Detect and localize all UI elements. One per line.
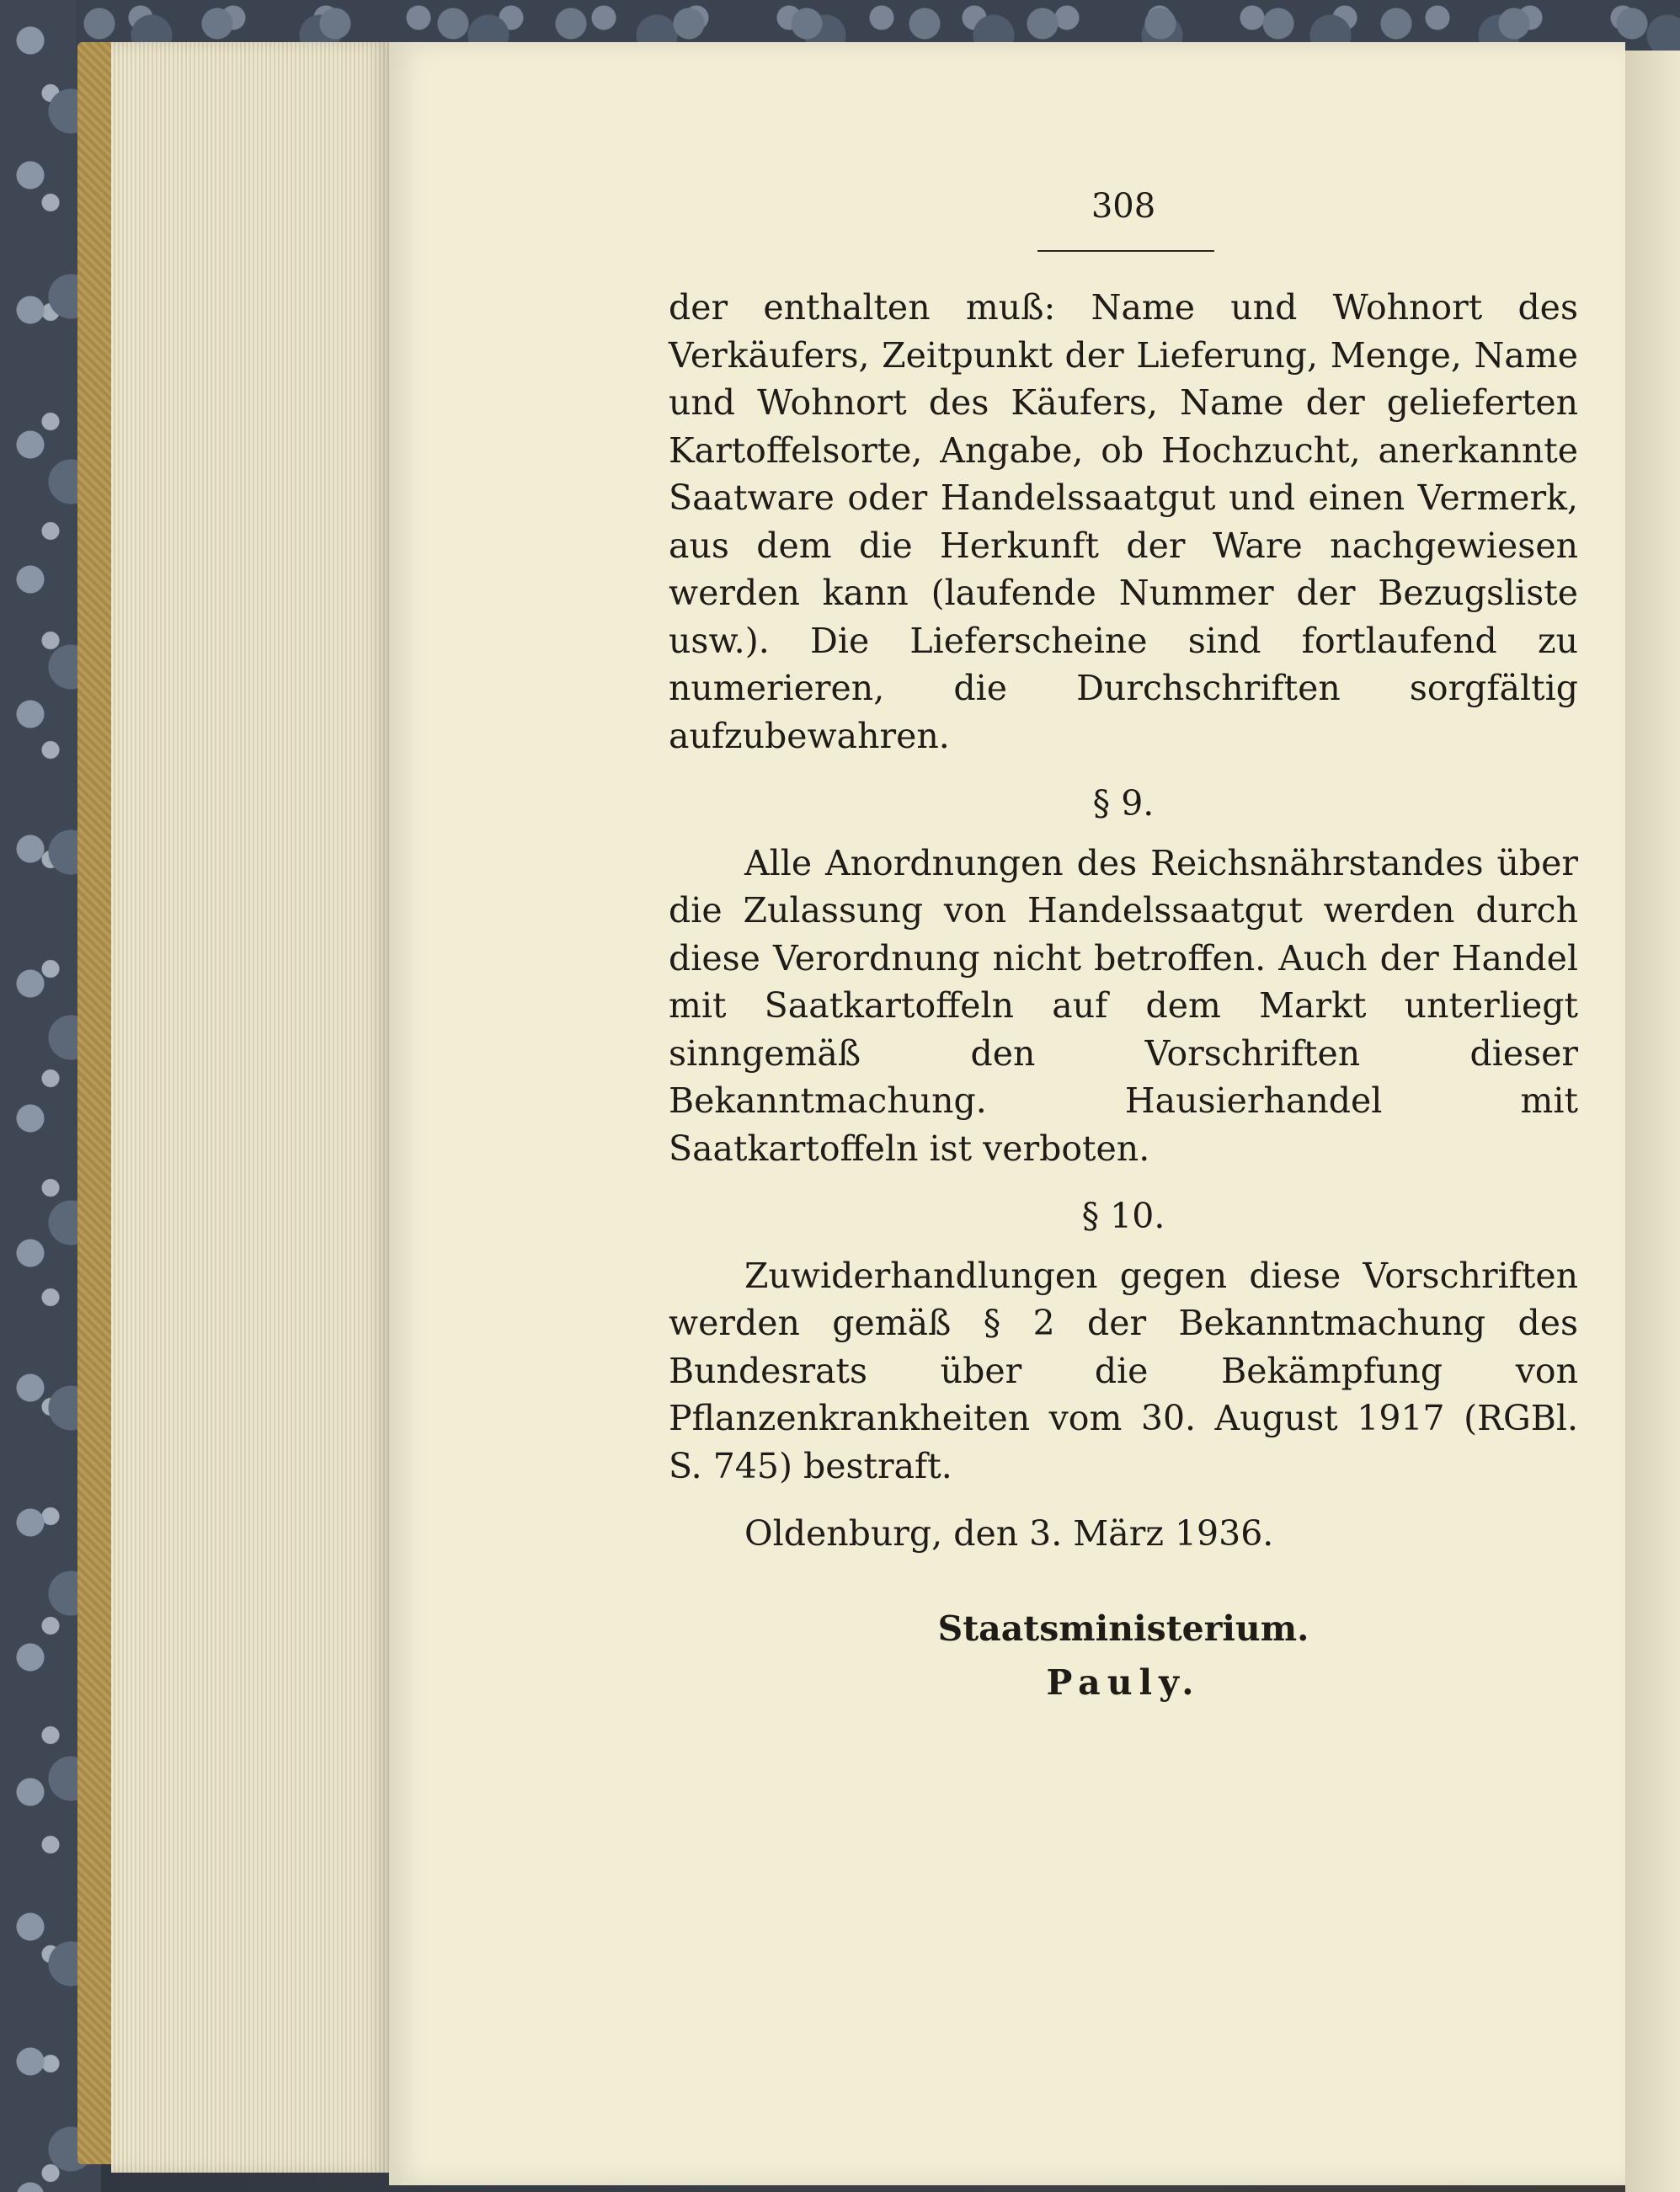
page-number bbox=[669, 189, 1578, 235]
section-9-heading: § 9. bbox=[1092, 783, 1155, 824]
section-9-text: Alle Anordnungen des Reichsnährstandes über die Zulassung von Handelssaatgut werden durch diese Verordnung nicht betroffen. Auch der Handel mit Saatkartoffeln auf dem Markt unterliegt sinngemäß den Vorschriften dieser Bekanntmachung. Hausierhandel mit Saatkartoffeln ist verboten. bbox=[669, 842, 1578, 1169]
next-page-edge bbox=[1625, 51, 1680, 2192]
place-date: Oldenburg, den 3. März 1936. bbox=[744, 1513, 1274, 1554]
page-text bbox=[669, 189, 1578, 1707]
book-spine bbox=[77, 42, 111, 2164]
page-edges bbox=[111, 42, 389, 2173]
issuing-authority: Staatsministerium. bbox=[937, 1608, 1309, 1649]
page-number-label: 308 bbox=[1091, 187, 1156, 226]
signature: Pauly. bbox=[1046, 1662, 1201, 1703]
book-page bbox=[389, 42, 1625, 2185]
section-10-text: Zuwiderhandlungen gegen diese Vorschriften werden gemäß § 2 der Bekanntmachung des Bundesrats über die Bekämpfung von Pflanzenkrankheiten vom 30. August 1917 (RGBl. S. 745) bestraft. bbox=[669, 1255, 1578, 1486]
section-10-heading: § 10. bbox=[1081, 1196, 1165, 1236]
continued-paragraph: der enthalten muß: Name und Wohnort des Verkäufers, Zeitpunkt der Lieferung, Menge, Name und Wohnort des Käufers, Name der gelieferten Kartoffelsorte, Angabe, ob Hochzucht, anerkannte Saatware oder Handelssaatgut und einen Vermerk, aus dem die Herkunft der Ware nachgewiesen werden kann (laufende Nummer der Bezugsliste usw.). Die Lieferscheine sind fortlaufend zu numerieren, die Durchschriften sorgfältig aufzubewahren. bbox=[669, 287, 1578, 756]
page-number-rule bbox=[1037, 250, 1214, 252]
